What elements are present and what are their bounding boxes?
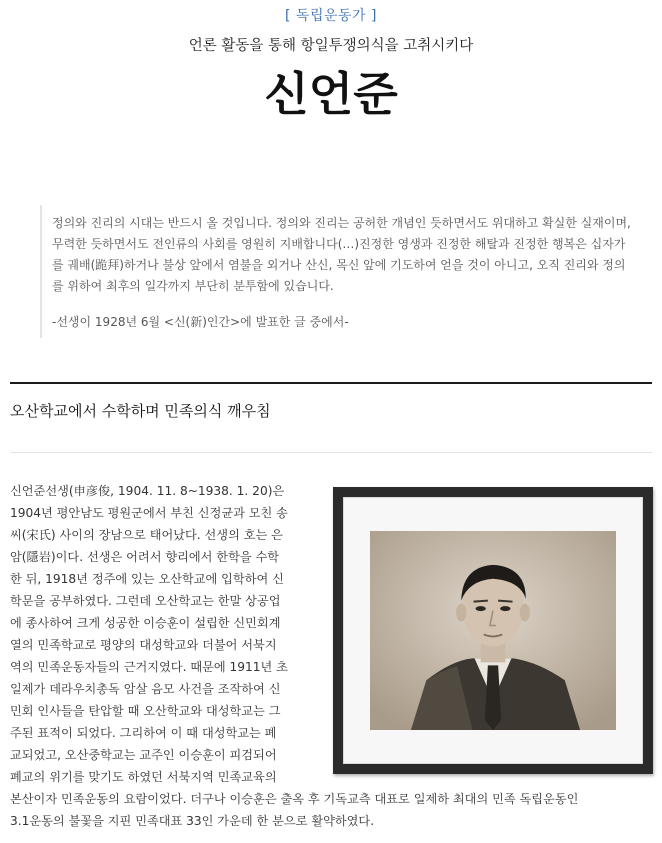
body-line: 민회 인사들을 탄압할 때 오산학교와 대성학교는 그 [10, 704, 281, 718]
body-line: 1904년 평안남도 평원군에서 부친 신정균과 모친 송 [10, 506, 288, 520]
body-line: 암(隱岩)이다. 선생은 어려서 향리에서 한학을 수학 [10, 550, 280, 564]
quote-text [52, 213, 652, 297]
section-divider [10, 382, 652, 384]
quote-line: 정의와 진리의 시대는 반드시 올 것입니다. 정의와 진리는 공허한 개념인 듯하면서도 위대하고 확실한 실재이며, [52, 216, 631, 230]
category-label: [ 독립운동가 ] [285, 8, 377, 24]
portrait-illustration [370, 531, 616, 730]
body-line: 열의 민족학교로 평양의 대성학교와 더불어 서북지 [10, 638, 277, 652]
body-paragraph-tail [10, 788, 655, 832]
body-line: 일제가 데라우치총독 암살 음모 사건을 조작하여 신 [10, 682, 281, 696]
quote-line: 를 궤배(跪拜)하거나 불상 앞에서 염불을 외거나 산신, 목신 앞에 기도하여 얻을 것이 아니고, 오직 진리와 정의 [52, 258, 626, 272]
body-line: 학문을 공부하였다. 그런데 오산학교는 한말 상공업 [10, 594, 281, 608]
body-line: 교되었고, 오산중학교는 교주인 이승훈이 피검되어 [10, 748, 277, 762]
body-paragraph [10, 480, 310, 788]
quote-source: -선생이 1928년 6월 <신(新)인간>에 발표한 글 중에서- [52, 315, 349, 329]
quote-block [40, 205, 652, 338]
body-line: 에 종사하여 크게 성공한 이승훈이 설립한 신민회계 [10, 616, 281, 630]
portrait-frame [333, 487, 653, 774]
quote-line: 무력한 듯하면서도 전인류의 사회를 영원히 지배합니다(…)진정한 영생과 진정한 해탈과 진정한 행복은 십자가 [52, 237, 626, 251]
body-line: 역의 민족운동자들의 근거지였다. 때문에 1911년 초 [10, 660, 288, 674]
body-line: 신언준선생(申彦俊, 1904. 11. 8~1938. 1. 20)은 [10, 484, 285, 498]
portrait-photo [370, 531, 616, 730]
section-title: 오산학교에서 수학하며 민족의식 깨우침 [10, 402, 271, 420]
quote-line: 를 위하여 최후의 일각까지 부단히 분투함에 있습니다. [52, 279, 334, 293]
body-line: 한 뒤, 1918년 정주에 있는 오산학교에 입학하여 신 [10, 572, 284, 586]
body-line: 씨(宋氏) 사이의 장남으로 태어났다. 선생의 호는 은 [10, 528, 283, 542]
portrait-mat [343, 497, 643, 764]
person-name-title: 신언준 [264, 67, 398, 121]
section-underline [10, 452, 652, 453]
body-line: 폐교의 위기를 맞기도 하였던 서북지역 민족교육의 [10, 770, 277, 784]
body-line: 3.1운동의 불꽃을 지핀 민족대표 33인 가운데 한 분으로 활약하였다. [10, 814, 375, 828]
body-line: 본산이자 민족운동의 요람이었다. 더구나 이승훈은 출옥 후 기독교측 대표로 일제하 최대의 민족 독립운동인 [10, 792, 579, 806]
article-subtitle: 언론 활동을 통해 항일투쟁의식을 고취시키다 [188, 38, 474, 54]
body-line: 주된 표적이 되었다. 그리하여 이 때 대성학교는 폐 [10, 726, 277, 740]
